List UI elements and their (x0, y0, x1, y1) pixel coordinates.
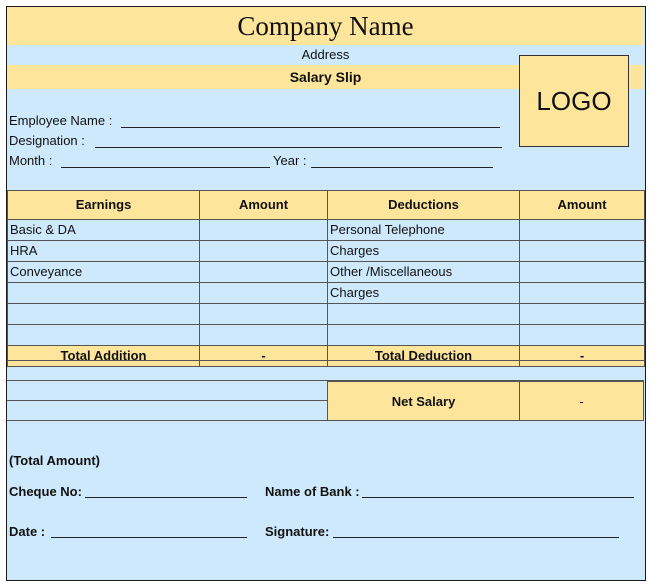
total-amount-label: (Total Amount) (9, 453, 100, 468)
table-row (8, 241, 645, 262)
deduction-amount[interactable] (520, 304, 645, 325)
slip-title: Salary Slip (289, 69, 362, 85)
salary-slip (6, 6, 646, 581)
deduction-item (328, 325, 520, 346)
bank-name-field[interactable] (362, 497, 634, 498)
earning-item: Basic & DA (8, 220, 200, 241)
deduction-amount[interactable] (520, 220, 645, 241)
earning-amount[interactable] (200, 304, 328, 325)
company-name: Company Name (7, 7, 644, 45)
table-row (8, 304, 645, 325)
year-label: Year : (273, 153, 307, 168)
net-salary-value-text: - (579, 393, 584, 409)
table-row (8, 262, 645, 283)
deduction-item: Personal Telephone (328, 220, 520, 241)
deduction-item: Charges (328, 283, 520, 304)
earning-item (8, 283, 200, 304)
earning-item: Conveyance (8, 262, 200, 283)
salary-table (7, 190, 645, 367)
deductions-amount-header: Amount (520, 191, 645, 220)
logo-placeholder (519, 55, 629, 147)
earning-amount[interactable] (200, 283, 328, 304)
earning-amount[interactable] (200, 241, 328, 262)
net-salary-row (327, 381, 644, 421)
deduction-item: Other /Miscellaneous (328, 262, 520, 283)
earning-item (8, 304, 200, 325)
table-row (8, 325, 645, 346)
designation-field[interactable] (95, 147, 502, 148)
table-header-row (8, 191, 645, 220)
deduction-item: Charges (328, 241, 520, 262)
total-addition-label: Total Addition (8, 346, 200, 367)
month-label: Month : (9, 153, 53, 168)
earning-amount[interactable] (200, 220, 328, 241)
deduction-amount[interactable] (520, 241, 645, 262)
table-row (8, 283, 645, 304)
signature-label: Signature: (265, 524, 330, 539)
deduction-amount[interactable] (520, 325, 645, 346)
net-salary-label (327, 381, 520, 421)
cheque-no-label: Cheque No: (9, 484, 82, 499)
row-divider (7, 400, 327, 401)
total-addition-value: - (200, 346, 328, 367)
date-label: Date : (9, 524, 46, 539)
deductions-header: Deductions (328, 191, 520, 220)
earnings-amount-header: Amount (200, 191, 328, 220)
deduction-amount[interactable] (520, 283, 645, 304)
logo-text: LOGO (536, 85, 612, 116)
net-salary-value (519, 381, 644, 421)
row-divider (7, 360, 644, 361)
designation-label: Designation : (9, 133, 85, 148)
deduction-amount[interactable] (520, 262, 645, 283)
bank-name-label: Name of Bank : (265, 484, 360, 499)
earning-amount[interactable] (200, 262, 328, 283)
total-deduction-value: - (520, 346, 645, 367)
earning-amount[interactable] (200, 325, 328, 346)
date-field[interactable] (51, 537, 247, 538)
earning-item (8, 325, 200, 346)
deduction-item (328, 304, 520, 325)
year-field[interactable] (311, 167, 493, 168)
employee-name-label: Employee Name : (9, 113, 113, 128)
cheque-no-field[interactable] (85, 497, 247, 498)
month-field[interactable] (61, 167, 270, 168)
table-row (8, 220, 645, 241)
signature-field[interactable] (333, 537, 619, 538)
totals-row (8, 346, 645, 367)
earnings-header: Earnings (8, 191, 200, 220)
earning-item: HRA (8, 241, 200, 262)
employee-name-field[interactable] (121, 127, 500, 128)
company-address: Address (7, 45, 644, 65)
total-deduction-label: Total Deduction (328, 346, 520, 367)
net-salary-label-text: Net Salary (391, 393, 456, 409)
